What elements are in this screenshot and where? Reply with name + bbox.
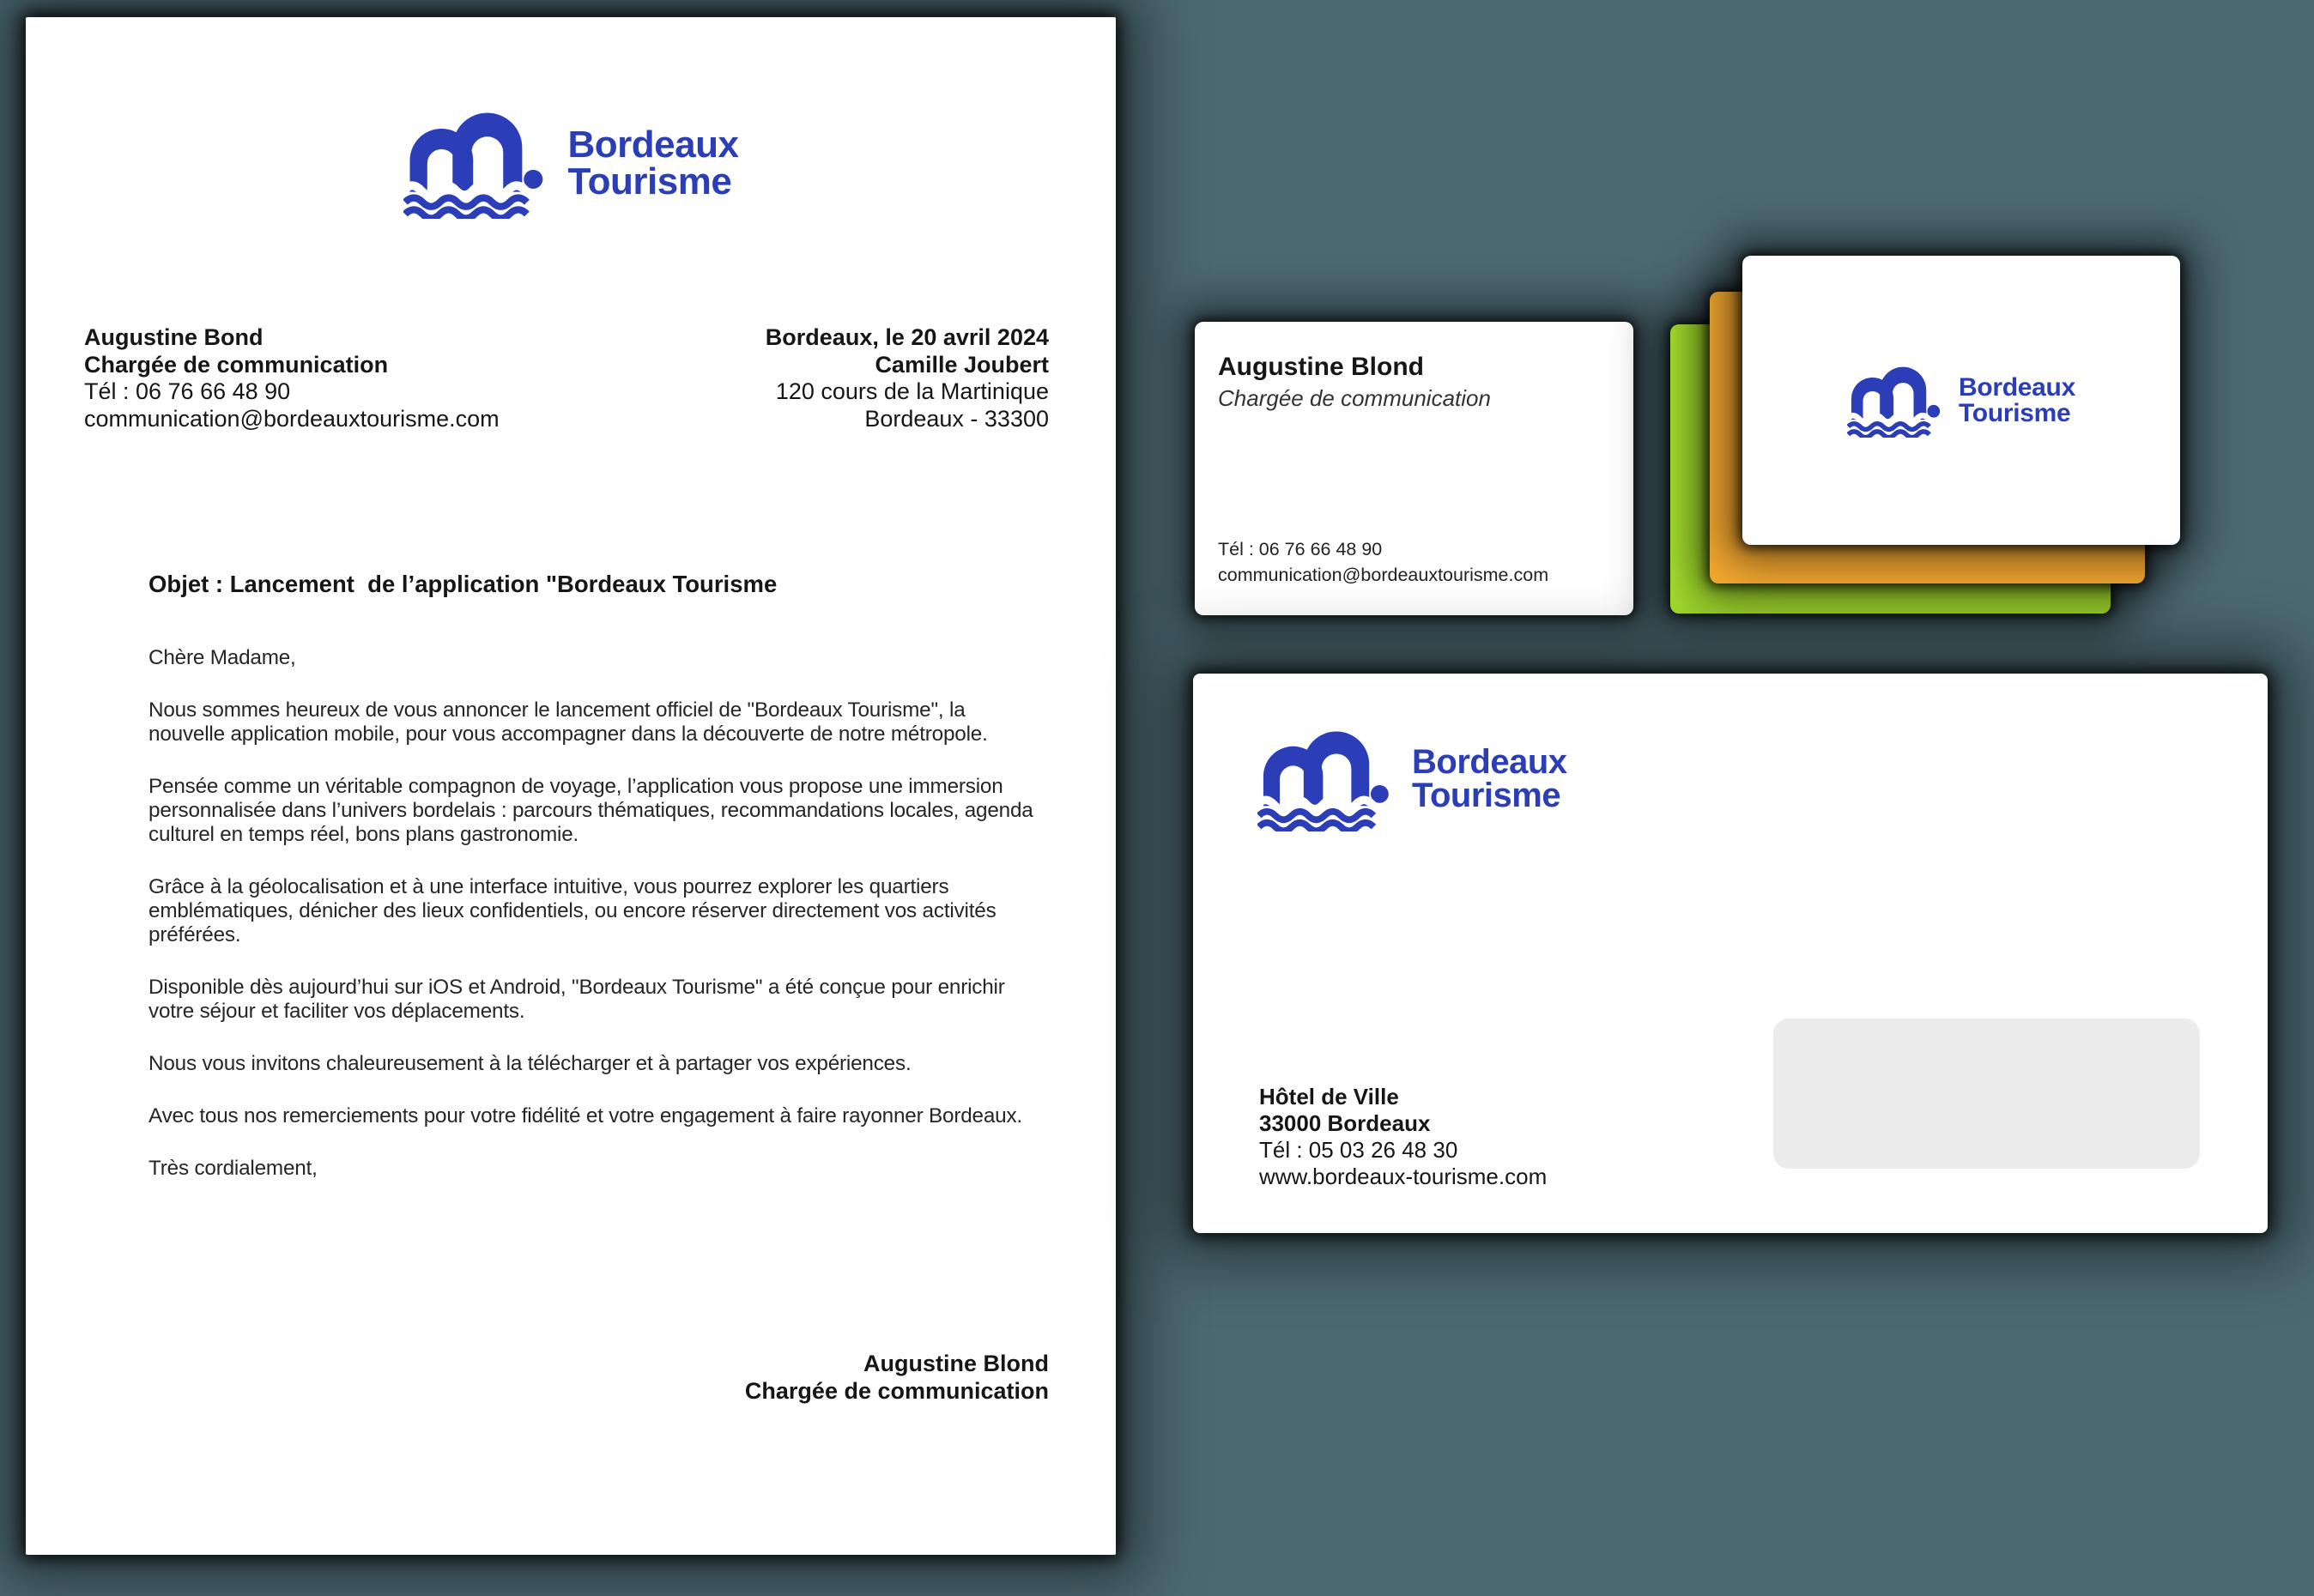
bordeaux-tourisme-logo-icon xyxy=(1257,727,1393,831)
card-contact-block xyxy=(1218,536,1548,588)
letter-paragraph: Disponible dès aujourd’hui sur iOS et Android, "Bordeaux Tourisme" a été conçue pour enrichir votre séjour et faciliter vos déplacements. xyxy=(148,976,1005,1023)
brand-wordmark xyxy=(1412,743,1567,814)
card-email: communication@bordeauxtourisme.com xyxy=(1218,565,1549,585)
brand-name-line1: Bordeaux xyxy=(1412,743,1567,782)
letter-date: Bordeaux, le 20 avril 2024 xyxy=(765,324,1049,350)
bordeaux-tourisme-logo xyxy=(1847,364,2075,438)
letter-date-recipient-block xyxy=(766,324,1049,432)
brand-wordmark xyxy=(567,123,739,203)
sender-role: Chargée de communication xyxy=(84,351,389,378)
recipient-name: Camille Joubert xyxy=(875,351,1049,378)
bordeaux-tourisme-logo xyxy=(1257,727,1567,831)
brand-wordmark xyxy=(1959,375,2075,425)
letter-body xyxy=(148,646,1041,1209)
bordeaux-tourisme-logo xyxy=(26,108,1116,219)
brand-name-line1: Bordeaux xyxy=(1959,373,2075,402)
letter-sender-block xyxy=(84,324,500,432)
envelope-website: www.bordeaux-tourisme.com xyxy=(1259,1164,1548,1189)
brand-name-line2: Tourisme xyxy=(567,160,732,203)
brand-name-line2: Tourisme xyxy=(1959,398,2071,427)
letter-salutation: Chère Madame, xyxy=(148,646,296,669)
address-window xyxy=(1773,1019,2200,1169)
business-card-logo-side xyxy=(1742,256,2180,545)
letter-paragraph: Nous sommes heureux de vous annoncer le lancement officiel de "Bordeaux Tourisme", la nouvelle application mobile, pour vous accompagner dans la découverte de notre métropole. xyxy=(148,698,988,746)
brand-name-line1: Bordeaux xyxy=(567,123,739,166)
bordeaux-tourisme-logo-icon xyxy=(1847,364,1943,438)
card-phone: Tél : 06 76 66 48 90 xyxy=(1218,539,1383,559)
letter-signature-block xyxy=(745,1350,1049,1405)
signature-name: Augustine Blond xyxy=(863,1351,1049,1376)
sender-phone: Tél : 06 76 66 48 90 xyxy=(84,378,291,404)
signature-role: Chargée de communication xyxy=(744,1378,1049,1404)
card-name: Augustine Blond xyxy=(1218,353,1424,381)
bordeaux-tourisme-logo-icon xyxy=(403,108,548,219)
sender-name: Augustine Bond xyxy=(84,324,264,350)
recipient-address-line1: 120 cours de la Martinique xyxy=(775,378,1049,404)
sender-email: communication@bordeauxtourisme.com xyxy=(84,405,500,432)
letter-closing: Très cordialement, xyxy=(148,1157,318,1180)
letterhead-document xyxy=(26,17,1116,1555)
letter-subject: Objet : Lancement de l’application "Bordeaux Tourisme xyxy=(148,571,778,597)
business-card-front xyxy=(1195,322,1633,615)
envelope xyxy=(1193,674,2268,1233)
letter-paragraph: Nous vous invitons chaleureusement à la télécharger et à partager vos expériences. xyxy=(148,1052,912,1075)
card-role: Chargée de communication xyxy=(1218,385,1491,411)
letter-paragraph: Pensée comme un véritable compagnon de voyage, l’application vous propose une immersion personnalisée dans l’univers bordelais : parcours thématiques, recommandations locales, agenda culturel en temps réel, bons plans gastronomie. xyxy=(148,775,1033,846)
envelope-address-block xyxy=(1259,1084,1547,1190)
brand-name-line2: Tourisme xyxy=(1412,777,1561,814)
letter-paragraph: Avec tous nos remerciements pour votre fidélité et votre engagement à faire rayonner Bordeaux. xyxy=(148,1104,1022,1127)
letter-paragraph: Grâce à la géolocalisation et à une interface intuitive, vous pourrez explorer les quartiers emblématiques, dénicher des lieux confidentiels, ou encore réserver directement vos activités préférées. xyxy=(148,875,996,946)
envelope-org: Hôtel de Ville xyxy=(1259,1084,1399,1109)
envelope-phone: Tél : 05 03 26 48 30 xyxy=(1259,1137,1458,1163)
envelope-city: 33000 Bordeaux xyxy=(1259,1110,1431,1136)
recipient-address-line2: Bordeaux - 33300 xyxy=(864,405,1049,432)
